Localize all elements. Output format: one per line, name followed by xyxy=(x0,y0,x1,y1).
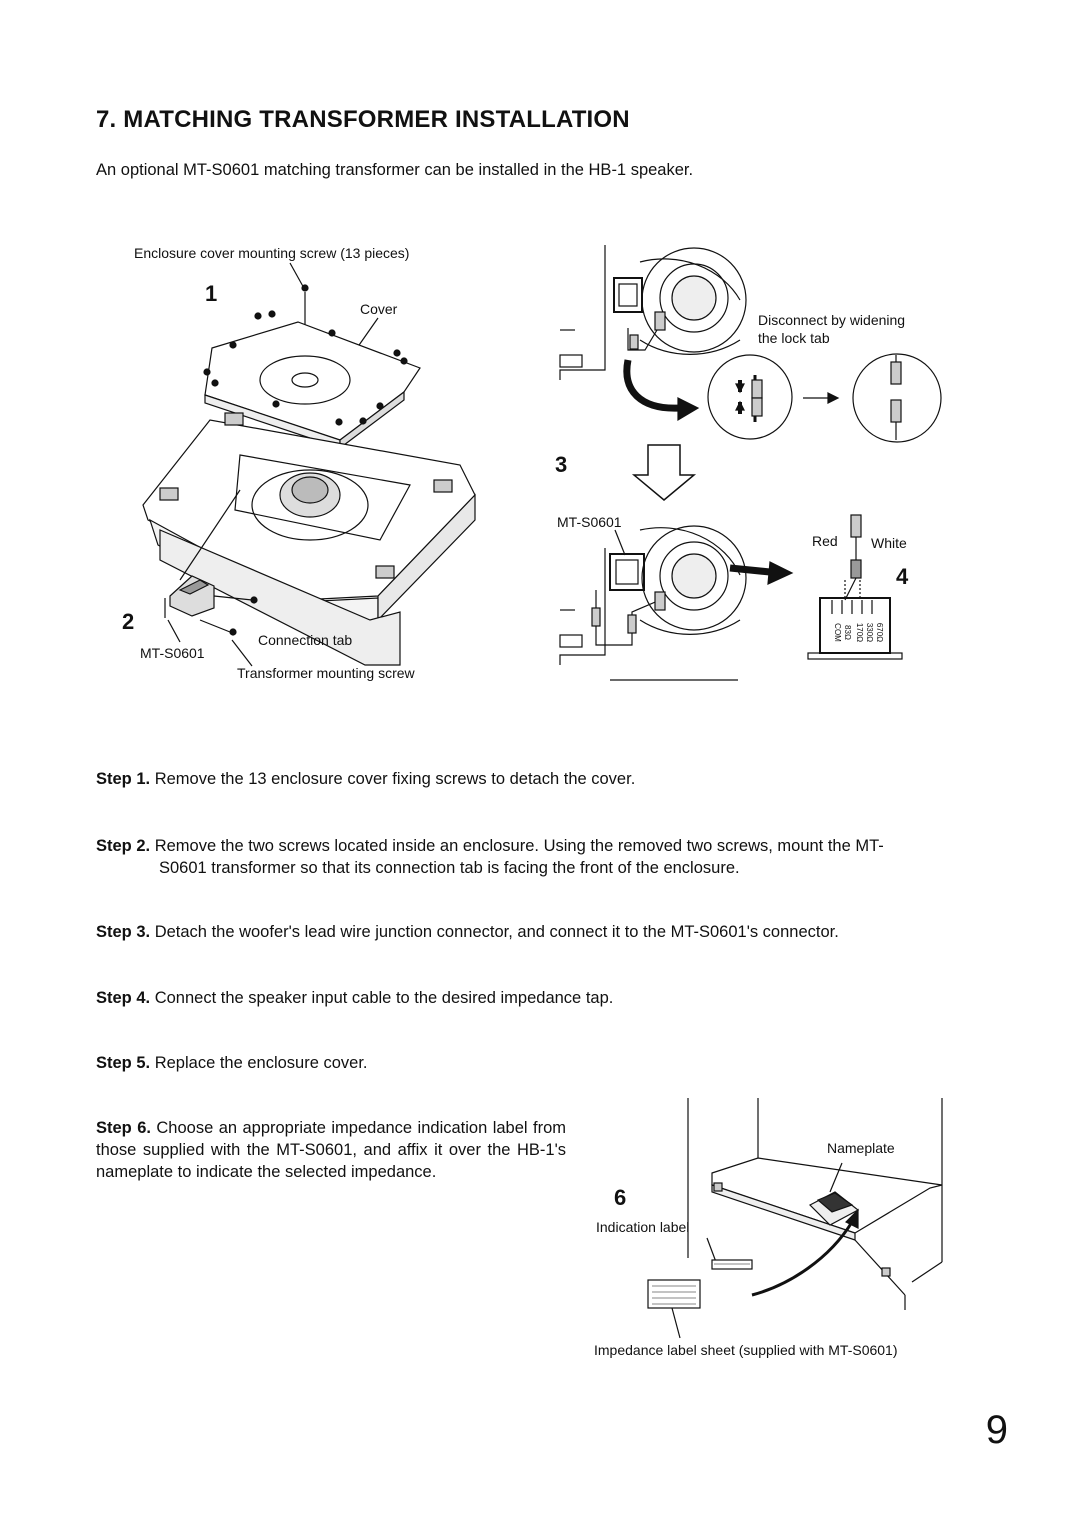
step-1-label: Step 1. xyxy=(96,770,151,788)
tap-670: 670Ω xyxy=(875,622,885,643)
label-mt-s0601-top: MT-S0601 xyxy=(557,514,622,530)
page-title: 7. MATCHING TRANSFORMER INSTALLATION xyxy=(96,106,630,133)
step-3 xyxy=(96,921,986,943)
page-number: 9 xyxy=(985,1408,1008,1452)
label-mt-s0601-left: MT-S0601 xyxy=(140,645,205,661)
step-4-label: Step 4. xyxy=(96,989,151,1007)
intro-text: An optional MT-S0601 matching transformer can be installed in the HB-1 speaker. xyxy=(96,161,694,179)
tap-com: COM xyxy=(832,623,842,642)
step-2-text-cont: S0601 transformer so that its connection tab is facing the front of the enclosure. xyxy=(159,859,740,877)
figure-number-1: 1 xyxy=(205,281,218,306)
step-5-label: Step 5. xyxy=(96,1054,151,1072)
label-impedance-sheet: Impedance label sheet (supplied with MT-S0601) xyxy=(594,1342,898,1358)
step-1 xyxy=(96,768,986,790)
tap-labels xyxy=(826,614,886,648)
step-4-text: Connect the speaker input cable to the desired impedance tap. xyxy=(154,989,614,1007)
step-6-text: Choose an appropriate impedance indication label from those supplied with the MT-S0601, and affix it over the HB-1's nameplate to indicate the selected impedance. xyxy=(96,1119,566,1181)
step-1-text: Remove the 13 enclosure cover fixing screws to detach the cover. xyxy=(154,770,636,788)
down-arrow-icon xyxy=(634,445,694,500)
tap-170: 170Ω xyxy=(855,622,865,643)
label-white: White xyxy=(871,535,907,551)
label-cover: Cover xyxy=(360,301,398,317)
tap-83: 83Ω xyxy=(842,625,852,640)
step-6-label: Step 6. xyxy=(96,1119,151,1137)
step-5-text: Replace the enclosure cover. xyxy=(154,1054,368,1072)
step-5 xyxy=(96,1052,986,1074)
nameplate-drawing xyxy=(648,1098,942,1338)
figure-number-3: 3 xyxy=(555,452,568,477)
label-transformer-screw: Transformer mounting screw xyxy=(237,665,415,681)
step-2 xyxy=(96,835,986,879)
label-nameplate: Nameplate xyxy=(827,1140,895,1156)
figure-number-6: 6 xyxy=(614,1185,627,1210)
enclosure-exploded-drawing xyxy=(143,263,475,666)
tap-330: 330Ω xyxy=(865,622,875,643)
label-enclosure-screw: Enclosure cover mounting screw (13 pieces) xyxy=(134,245,410,261)
label-connection-tab: Connection tab xyxy=(258,632,353,648)
step-2-label: Step 2. xyxy=(96,837,151,855)
step-2-text: Remove the two screws located inside an enclosure. Using the removed two screws, mount the MT- xyxy=(154,837,884,855)
label-indication: Indication label xyxy=(596,1219,690,1235)
label-disconnect-line1: Disconnect by widening xyxy=(758,312,906,328)
label-disconnect-line2: the lock tab xyxy=(758,330,830,346)
step-3-text: Detach the woofer's lead wire junction connector, and connect it to the MT-S0601's connector. xyxy=(154,923,839,941)
figure-number-4: 4 xyxy=(896,564,909,589)
step-4 xyxy=(96,987,986,1009)
label-red: Red xyxy=(812,533,838,549)
step-6 xyxy=(96,1117,566,1183)
transformer-connected-detail xyxy=(560,515,902,680)
woofer-connector-detail-top xyxy=(560,245,941,442)
figure-number-2: 2 xyxy=(122,609,135,634)
step-3-label: Step 3. xyxy=(96,923,151,941)
